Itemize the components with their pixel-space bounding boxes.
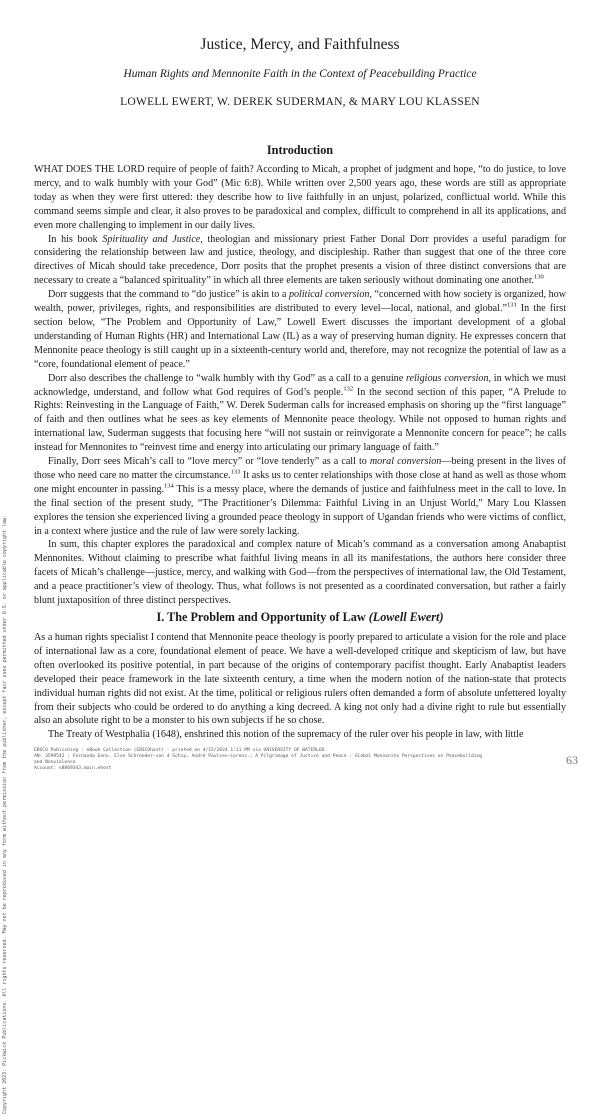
section1-heading: I. The Problem and Opportunity of Law (Lowell Ewert) (156, 610, 444, 624)
section1-paragraph-2: The Treaty of Westphalia (1648), enshrined this notion of the supremacy of the ruler over his people in law, with little (48, 729, 524, 741)
intro-body (34, 163, 566, 608)
chapter-authors: LOWELL EWERT, W. DEREK SUDERMAN, & MARY LOU KLASSEN (120, 95, 480, 108)
intro-paragraph-6: In sum, this chapter explores the paradoxical and complex nature of Micah’s command as a conversation among Anabaptist Mennonites. Without claiming to prescribe what faithful living means in all its manifestations, the authors here consider three facets of Micah’s challenge—justice, mercy, and walking with God—from the perspectives of international law, the Old Testament, and a peace practitioner’s view of theology. Thus, what follows is not presented as a coordinated conversation, but rather a fairly blunt juxtaposition of three distinct perspectives. (34, 539, 566, 607)
ebsco-footer (34, 748, 566, 772)
intro-paragraph-1: WHAT DOES THE LORD require of people of faith? According to Micah, a prophet of judgment and hope, “to do justice, to love mercy, and to walk humbly with your God” (Mic 6:8). While written over 2,500 years ago, these words are still as appropriate today as when they were first uttered: they describe how to live faithfully in an unjust, polarized, conflictual world. While this command seems simple and clear, it also proves to be paradoxical and complex, difficult to comprehend in all its applications, and even more challenging to implement in our daily lives. (34, 164, 566, 231)
footer-line: and Nonviolence (34, 760, 76, 765)
chapter-title: Justice, Mercy, and Faithfulness (200, 36, 400, 53)
section1-paragraph-1: As a human rights specialist I contend that Mennonite peace theology is poorly prepared to articulate a vision for the role and place of international law as a core, foundational element of peace. We have a well-developed critique and skepticism of law, but have often overlooked its positive potential, in part because of the origins of contemporary pacifist thought. Early Anabaptist leaders developed their peace framework in the late sixteenth century, a time when the modern notion of the nation-state that protects individual human rights did not exist. At the time, political or religious rulers often demanded a form of absolute unfettered loyalty from their subjects who could be ordered to do anything a king decreed. A king not only had a divine right to rule but essentially also an absolute right to be a monster to his own subjects if he so chose. (34, 632, 566, 727)
footer-line: AN: 3599542 ; Fernando Enns, Else Schroeder-von 4 Schip, André Paulsen-Lorenz.; A Pilgrimage of Justice and Peace : Global Mennonite Perspectives on Peacebuilding (34, 754, 483, 759)
footer-line: Account: s8869343.main.ehost (34, 766, 112, 771)
footnote-ref[interactable]: 133 (230, 468, 241, 476)
chapter-subtitle: Human Rights and Mennonite Faith in the Context of Peacebuilding Practice (123, 68, 477, 80)
intro-heading: Introduction (266, 143, 334, 157)
footnote-ref[interactable]: 132 (343, 385, 354, 393)
intro-paragraph-4: Dorr also describes the challenge to “walk humbly with thy God” as a call to a genuine religious conversion, in which we must acknowledge, understand, and follow what God requires of God’s people.$^{132}$ In the second section of this paper, “A Prelude to Rights: Reinvesting in the Language of Faith,” W. Derek Suderman calls for increased emphasis on shoring up the “first language” of faith and then outlines what he sees as key elements of Mennonite peace theology. While not opposed to human rights and international law, Suderman suggests that focusing here “will not sustain or reinvigorate a Mennonite concern for peace”; he calls instead for Mennonites to “reinvest time and energy into articulating our primary language of faith.” (34, 372, 566, 454)
footer-line: EBSCO Publishing : eBook Collection (EBSCOhost) - printed on 4/15/2024 1:11 PM via UNIVERSITY OF WATERLOO (34, 748, 325, 753)
copyright-text: Copyright 2023. Pickwick Publications. All rights reserved. May not be reproduced in any form without permission from the publisher, except fair uses permitted under U.S. or applicable copyright law. (2, 514, 8, 1114)
section1-body (34, 631, 566, 742)
intro-paragraph-2: In his book Spirituality and Justice, theologian and missionary priest Father Donal Dorr provides a useful paradigm for considering the relationship between law and justice, theology, and discipleship. Rather than suggest that one of the three core directives of Micah should take precedence, Dorr posits that the prophet presents a vision of three distinct conversions that are necessary to create a “balanced spirituality” in which all three elements are taken seriously without dominating one another.$^{130}$ (34, 233, 566, 287)
copyright-sidebar (2, 430, 28, 1114)
footnote-ref[interactable]: 130 (534, 273, 544, 281)
footnote-ref[interactable]: 131 (506, 301, 517, 309)
intro-paragraph-5: Finally, Dorr sees Micah’s call to “love mercy” or “love tenderly” as a call to moral conversion—being present in the lives of those who need care no matter the circumstance.$^{133}$ It asks us to center relationships with those close at hand as well as those whom one might encounter in passing.$^{134}$ This is a messy place, where the demands of justice and faithfulness meet in the call to love. In the final section of the present study, “The Practitioner’s Dilemma: Faithful Living in an Unjust World,” Mary Lou Klassen explores the tension she experienced living a grounded peace theology in support of Ugandan friends who were victims of conflict, in a context where justice and the rule of law were sorely lacking. (34, 456, 566, 537)
intro-paragraph-3: Dorr suggests that the command to “do justice” is akin to a political conversion, “concerned with how society is organized, how wealth, power, privileges, rights, and responsibilities are distributed to every level—local, national, and global.”$^{131}$ In the first section below, “The Problem and Opportunity of Law,” Lowell Ewert discusses the important development of a global understanding of Human Rights (HR) and International Law (IL) as a way of preserving human dignity. He expresses concern that Mennonite peace theology is still caught up in a sixteenth-century world and, therefore, may not recognize the potential of law as a “core, foundational element of peace.” (34, 289, 566, 370)
footnote-ref[interactable]: 134 (164, 482, 174, 490)
page-number: 63 (566, 753, 578, 767)
